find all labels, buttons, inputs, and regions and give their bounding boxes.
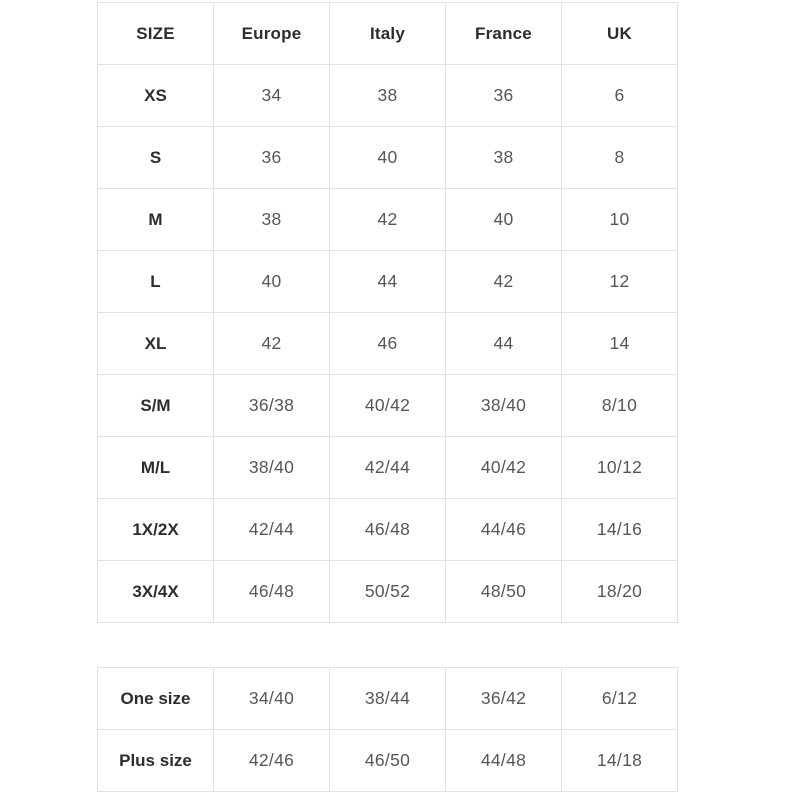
- row-label: One size: [98, 668, 214, 730]
- cell-value: 40: [214, 251, 330, 313]
- table-row-1x-2x: [98, 499, 678, 561]
- column-header-italy: Italy: [330, 3, 446, 65]
- cell-value: 42/44: [214, 499, 330, 561]
- header-row: [98, 3, 678, 65]
- cell-value: 14/18: [562, 730, 678, 792]
- cell-value: 14: [562, 313, 678, 375]
- cell-value: 46/50: [330, 730, 446, 792]
- table-row-plus-size: [98, 730, 678, 792]
- cell-value: 40: [330, 127, 446, 189]
- cell-value: 12: [562, 251, 678, 313]
- column-header-size: SIZE: [98, 3, 214, 65]
- cell-value: 34: [214, 65, 330, 127]
- cell-value: 42: [446, 251, 562, 313]
- column-header-uk: UK: [562, 3, 678, 65]
- cell-value: 38/44: [330, 668, 446, 730]
- table-row-3x-4x: [98, 561, 678, 623]
- cell-value: 42/44: [330, 437, 446, 499]
- cell-value: 38: [214, 189, 330, 251]
- cell-value: 34/40: [214, 668, 330, 730]
- cell-value: 36/38: [214, 375, 330, 437]
- cell-value: 42: [214, 313, 330, 375]
- cell-value: 36/42: [446, 668, 562, 730]
- table-row-l: [98, 251, 678, 313]
- cell-value: 36: [446, 65, 562, 127]
- table-row-one-size: [98, 668, 678, 730]
- cell-value: 10: [562, 189, 678, 251]
- row-label: 3X/4X: [98, 561, 214, 623]
- row-label: S/M: [98, 375, 214, 437]
- cell-value: 44: [446, 313, 562, 375]
- table-row-s-m: [98, 375, 678, 437]
- row-label: L: [98, 251, 214, 313]
- cell-value: 38/40: [446, 375, 562, 437]
- cell-value: 46/48: [214, 561, 330, 623]
- table-row-m: [98, 189, 678, 251]
- size-conversion-table: [97, 2, 678, 623]
- cell-value: 38: [330, 65, 446, 127]
- cell-value: 38: [446, 127, 562, 189]
- table-row-xl: [98, 313, 678, 375]
- one-size-plus-size-table: [97, 667, 678, 792]
- cell-value: 8/10: [562, 375, 678, 437]
- cell-value: 44: [330, 251, 446, 313]
- table-row-m-l: [98, 437, 678, 499]
- cell-value: 48/50: [446, 561, 562, 623]
- cell-value: 36: [214, 127, 330, 189]
- cell-value: 50/52: [330, 561, 446, 623]
- cell-value: 6: [562, 65, 678, 127]
- column-header-europe: Europe: [214, 3, 330, 65]
- row-label: 1X/2X: [98, 499, 214, 561]
- cell-value: 44/46: [446, 499, 562, 561]
- table-row-s: [98, 127, 678, 189]
- row-label: M: [98, 189, 214, 251]
- cell-value: 18/20: [562, 561, 678, 623]
- row-label: XS: [98, 65, 214, 127]
- cell-value: 46/48: [330, 499, 446, 561]
- cell-value: 38/40: [214, 437, 330, 499]
- cell-value: 40/42: [446, 437, 562, 499]
- cell-value: 40: [446, 189, 562, 251]
- cell-value: 44/48: [446, 730, 562, 792]
- row-label: XL: [98, 313, 214, 375]
- cell-value: 8: [562, 127, 678, 189]
- cell-value: 6/12: [562, 668, 678, 730]
- cell-value: 10/12: [562, 437, 678, 499]
- cell-value: 14/16: [562, 499, 678, 561]
- row-label: S: [98, 127, 214, 189]
- row-label: M/L: [98, 437, 214, 499]
- cell-value: 46: [330, 313, 446, 375]
- column-header-france: France: [446, 3, 562, 65]
- cell-value: 42: [330, 189, 446, 251]
- cell-value: 40/42: [330, 375, 446, 437]
- row-label: Plus size: [98, 730, 214, 792]
- table-row-xs: [98, 65, 678, 127]
- cell-value: 42/46: [214, 730, 330, 792]
